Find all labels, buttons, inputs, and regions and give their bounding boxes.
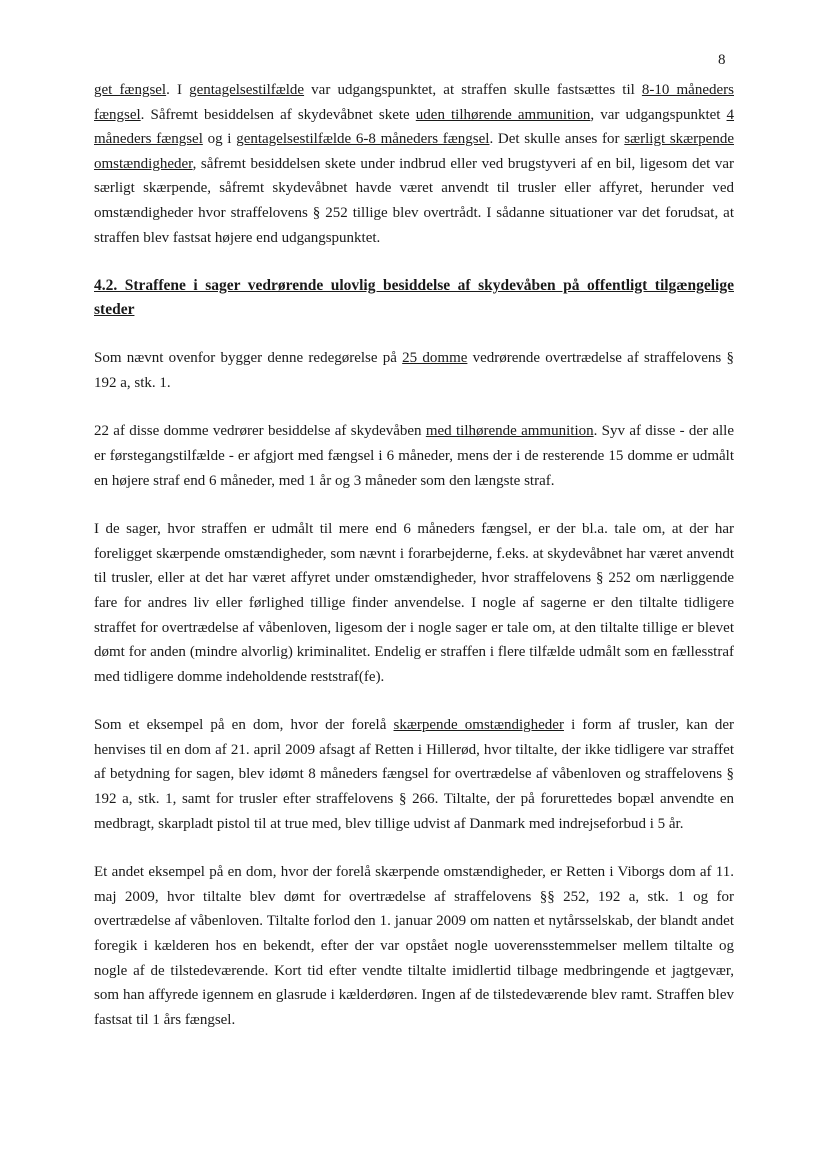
underlined-text: 4 måneders fængsel (94, 106, 735, 148)
paragraph-aggravating-circumstances: I de sager, hvor straffen er udmålt til mere end 6 måneders fængsel, er der bl.a. tale om, at der har foreligget skærpende omstændigheder, som nævnt i forarbejderne, f.eks. at skydevåbnet har været anvendt til trusler, eller at det har været affyret under omstændigheder, hvor straffelovens § 252 om nærliggende fare for andres liv eller førlighed tillige finder anvendelse. I nogle af sagerne er den tiltalte tidligere straffet for overtrædelse af våbenloven, ligesom der i nogle sager er tale om, at den tiltalte tillige er blevet dømt for anden (mindre alvorlig) kriminalitet. Endelig er straffen i flere tilfælde udmålt som en fællesstraf med tidligere domme indeholdende reststraf(fe). (94, 521, 734, 685)
paragraph-example-hillerod: Som et eksempel på en dom, hvor der forelå skærpende omstændigheder i form af trusler, kan der henvises til en dom af 21. april 2009 afsagt af Retten i Hillerød, hvor tiltalte, der ikke tidligere var straffet af betydning for sagen, blev idømt 8 måneders fængsel for overtrædelse af våbenloven og straffelovens § 192 a, stk. 1, samt for trusler efter straffelovens § 266. Tiltalte, der på forurettedes bopæl anvendte en medbragt, skarpladt pistol til at true med, blev tillige udvist af Danmark med indrejseforbud i 5 år. (94, 717, 735, 832)
underlined-text: 25 domme (402, 350, 468, 367)
underlined-text: 8-10 måneders fængsel (94, 82, 734, 123)
page-number: 8 (718, 52, 726, 68)
underlined-text: get fængsel (94, 82, 167, 98)
section-heading: 4.2. Straffene i sager vedrørende ulovlig besiddelse af skydevåben på offentligt tilgængelige steder (94, 277, 734, 319)
paragraph-ammunition-cases: 22 af disse domme vedrører besiddelse af skydevåben med tilhørende ammunition. Syv af disse - der alle er førstegangstilfælde - er afgjort med fængsel i 6 måneder, mens der i de resterende 15 domme er udmålt en højere straf end 6 måneder, med 1 år og 3 måneder som den længste straf. (94, 423, 734, 489)
underlined-text: gentagelsestilfælde (189, 82, 305, 98)
underlined-text: med tilhørende ammunition (425, 423, 594, 440)
paragraph-sentencing-guidelines: get fængsel. I gentagelsestilfælde var udgangspunktet, at straffen skulle fastsættes til 8-10 måneders fængsel. Såfremt besiddelsen af skydevåbnet skete uden tilhørende ammunition, var udgangspunktet 4 måneders fængsel og i gentagelsestilfælde 6-8 måneders fængsel. Det skulle anses for særligt skærpende omstændigheder, såfremt besiddelsen skete under indbrud eller ved brugstyveri af en bil, ligesom det var særligt skærpende, såfremt skydevåbnet havde været anvendt til trusler eller affyret, herunder ved omstændigheder hvor straffelovens § 252 tillige blev overtrådt. I sådanne situationer var det forudsat, at straffen blev fastsat højere end udgangspunktet. (94, 82, 735, 246)
underlined-text: skærpende omstændigheder (393, 717, 564, 734)
paragraph-overview: Som nævnt ovenfor bygger denne redegørelse på 25 domme vedrørende overtrædelse af straffelovens § 192 a, stk. 1. (94, 350, 734, 391)
underlined-text: uden tilhørende ammunition (415, 106, 591, 123)
paragraph-example-viborg: Et andet eksempel på en dom, hvor der forelå skærpende omstændigheder, er Retten i Viborgs dom af 11. maj 2009, hvor tiltalte blev dømt for overtrædelse af straffelovens §§ 252, 192 a, stk. 1 og for overtrædelse af våbenloven. Tiltalte forlod den 1. januar 2009 om natten et nytårsselskab, der blandt andet foregik i kælderen hos en bekendt, efter der var opstået nogle uoverensstemmelser mellem tiltalte og nogle af de tilstedeværende. Kort tid efter vendte tiltalte imidlertid tilbage medbringende et jagtgevær, som han affyrede igennem en glasrude i kælderdøren. Ingen af de tilstedeværende blev ramt. Straffen blev fastsat til 1 års fængsel. (94, 864, 734, 1028)
document-body (94, 78, 734, 1032)
underlined-text: gentagelsestilfælde 6-8 måneders fængsel (236, 131, 490, 148)
underlined-text: særligt skærpende omstændigheder (94, 131, 734, 172)
